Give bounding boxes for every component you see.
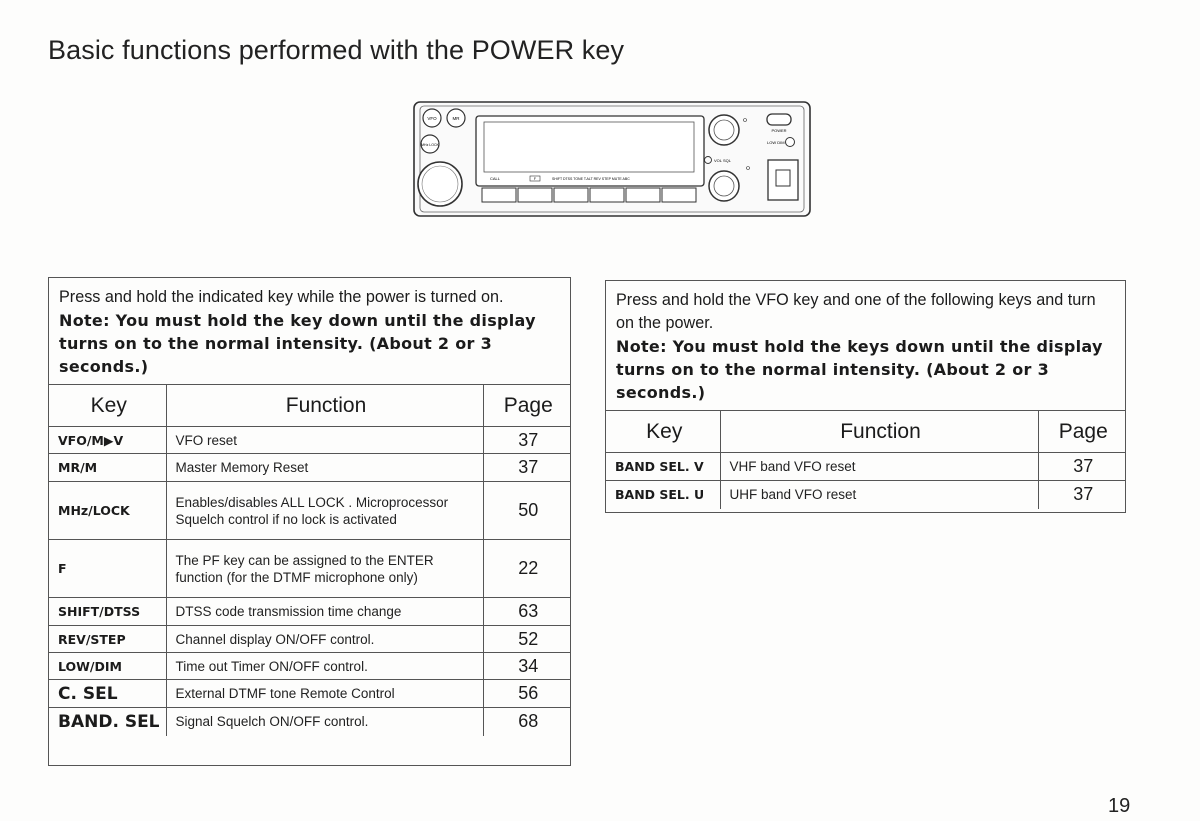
vfo-button-icon <box>423 109 441 127</box>
row-page: 68 <box>483 708 570 736</box>
table-row <box>49 626 570 653</box>
tuning-knob-icon <box>418 162 462 206</box>
row-function: External DTMF tone Remote Control <box>166 680 483 708</box>
page-number: 19 <box>1108 795 1131 817</box>
svg-text:MR: MR <box>452 116 460 121</box>
low-dim-button-icon <box>786 138 795 147</box>
bleed-through-text <box>870 150 888 200</box>
header-page: Page <box>483 385 570 427</box>
row-key: BAND SEL. U <box>606 481 720 509</box>
row-key: F <box>49 540 166 598</box>
svg-text:CALL: CALL <box>490 176 501 181</box>
power-on-functions-table <box>49 384 570 736</box>
row-key: C. SEL <box>49 680 166 708</box>
row-function: Channel display ON/OFF control. <box>166 626 483 653</box>
header-page: Page <box>1038 411 1125 453</box>
svg-text:VOL SQL: VOL SQL <box>714 158 731 163</box>
svg-text:F: F <box>533 177 537 181</box>
row-page: 37 <box>483 427 570 454</box>
table-row <box>49 540 570 598</box>
row-function: Master Memory Reset <box>166 454 483 482</box>
table-header-row <box>606 411 1125 453</box>
lower-knob-icon <box>709 171 739 201</box>
svg-text:POWER: POWER <box>771 128 787 133</box>
power-on-functions-panel <box>48 277 571 766</box>
row-page: 63 <box>483 598 570 626</box>
header-key: Key <box>606 411 720 453</box>
table-row <box>49 427 570 454</box>
vfo-band-reset-table <box>606 410 1125 509</box>
row-key: VFO/M▶V <box>49 427 166 454</box>
mhz-lock-button-icon <box>421 135 440 153</box>
row-function: VFO reset <box>166 427 483 454</box>
left-instructions <box>49 278 570 384</box>
power-button-icon <box>767 114 791 125</box>
row-page: 56 <box>483 680 570 708</box>
svg-text:SHIFT DTSS TONE T.ALT REV STEP: SHIFT DTSS TONE T.ALT REV STEP MUTE ABC <box>552 177 630 181</box>
row-key: SHIFT/DTSS <box>49 598 166 626</box>
right-note-text: Note: You must hold the keys down until the display turns on to the normal intensity. (About 2 or 3 seconds.) <box>616 337 1103 402</box>
table-row <box>606 481 1125 509</box>
radio-front-panel-illustration <box>412 100 812 218</box>
table-row <box>49 454 570 482</box>
row-key: BAND SEL. V <box>606 453 720 481</box>
header-key: Key <box>49 385 166 427</box>
mic-jack-icon <box>768 160 798 200</box>
table-row <box>49 653 570 680</box>
table-row <box>49 598 570 626</box>
row-function: The PF key can be assigned to the ENTER function (for the DTMF microphone only) <box>166 540 483 598</box>
left-note-text: Note: You must hold the key down until the display turns on to the normal intensity. (About 2 or 3 seconds.) <box>59 311 536 376</box>
right-intro-text: Press and hold the VFO key and one of the following keys and turn on the power. <box>616 291 1096 332</box>
mr-button-icon <box>447 109 465 127</box>
upper-knob-icon <box>709 115 739 145</box>
svg-text:MHz LOCK: MHz LOCK <box>421 143 439 147</box>
row-function: Signal Squelch ON/OFF control. <box>166 708 483 736</box>
page-title: Basic functions performed with the POWER key <box>48 35 625 66</box>
table-header-row <box>49 385 570 427</box>
table-row <box>606 453 1125 481</box>
row-page: 37 <box>1038 453 1125 481</box>
row-page: 22 <box>483 540 570 598</box>
row-page: 34 <box>483 653 570 680</box>
left-intro-text: Press and hold the indicated key while the power is turned on. <box>59 288 504 306</box>
svg-text:LOW DIM: LOW DIM <box>767 140 785 145</box>
row-key: LOW/DIM <box>49 653 166 680</box>
row-key: MHz/LOCK <box>49 482 166 540</box>
row-function: UHF band VFO reset <box>720 481 1038 509</box>
header-function: Function <box>720 411 1038 453</box>
row-function: VHF band VFO reset <box>720 453 1038 481</box>
table-row <box>49 708 570 736</box>
row-page: 37 <box>483 454 570 482</box>
row-function: Time out Timer ON/OFF control. <box>166 653 483 680</box>
table-row <box>49 680 570 708</box>
right-instructions <box>606 281 1125 410</box>
vfo-band-reset-panel <box>605 280 1126 513</box>
row-key: MR/M <box>49 454 166 482</box>
row-page: 50 <box>483 482 570 540</box>
header-function: Function <box>166 385 483 427</box>
row-key: BAND. SEL <box>49 708 166 736</box>
table-row <box>49 482 570 540</box>
row-page: 52 <box>483 626 570 653</box>
row-page: 37 <box>1038 481 1125 509</box>
lcd-display-icon <box>476 116 704 186</box>
svg-text:VFO: VFO <box>427 116 437 121</box>
row-key: REV/STEP <box>49 626 166 653</box>
row-function: Enables/disables ALL LOCK . Microprocessor Squelch control if no lock is activated <box>166 482 483 540</box>
row-function: DTSS code transmission time change <box>166 598 483 626</box>
